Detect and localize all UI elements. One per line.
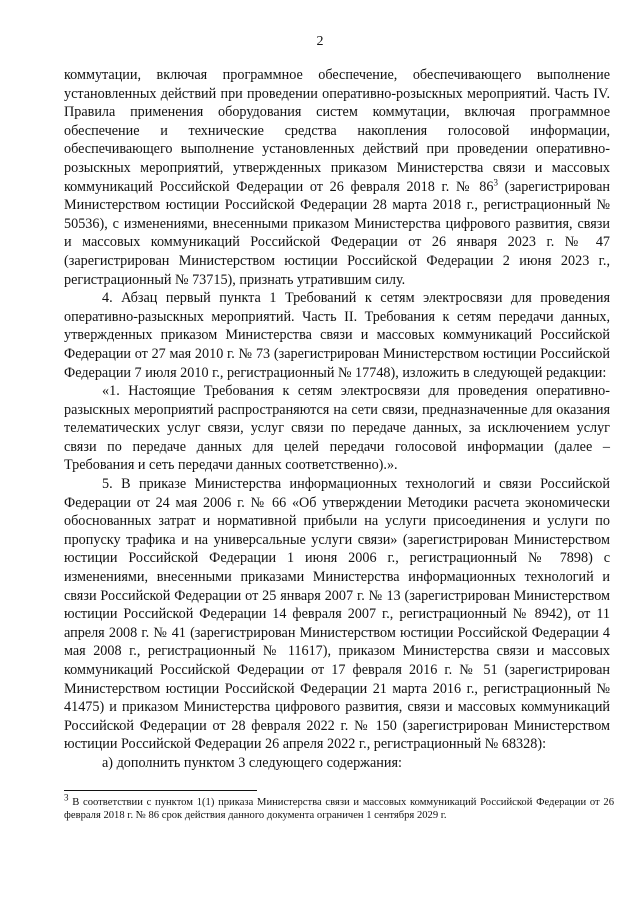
paragraph-text: коммутации, включая программное обеспечение, обеспечивающего выполнение установленных действий при проведении оперативно-розыскных мероприятий. Часть IV. Правила применения оборудования систем коммутации, включая программное обеспечение и технические средства накопления голосовой информации, обеспечивающего выполнение установленных действий при проведении оперативно-розыскных мероприятий, утвержденных приказом Министерства связи и массовых коммуникаций Российской Федерации от 26 февраля 2018 г. № 86 (64, 67, 610, 195)
paragraph-text: (зарегистрирован Министерством юстиции Российской Федерации 28 марта 2018 г., регистрационный № 50536), с изменениями, внесенными приказом Министерства цифрового развития, связи и массовых коммуникаций Российской Федерации от 26 января 2023 г. № 47 (зарегистрирован Министерством юстиции Российской Федерации 2 июня 2023 г., регистрационный № 73715), признать утратившим силу. (64, 178, 611, 288)
footnote-text: В соответствии с пунктом 1(1) приказа Министерства связи и массовых коммуникаций Российской Федерации от 26 февраля 2018 г. № 86 срок действия данного документа ограничен 1 сентября 2029 г. (64, 797, 614, 821)
paragraph-continuation (64, 66, 610, 289)
paragraph-item-5: 5. В приказе Министерства информационных технологий и связи Российской Федерации от 24 мая 2006 г. № 66 «Об утверждении Методики расчета экономически обоснованных затрат и нормативной прибыли на услуги присоединения и услуги по пропуску трафика и на универсальные услуги связи» (зарегистрирован Министерством юстиции Российской Федерации 1 июня 2006 г., регистрационный № 7898) с изменениями, внесенными приказами Министерства информационных технологий и связи Российской Федерации от 25 января 2007 г. № 13 (зарегистрирован Министерством юстиции Российской Федерации 14 февраля 2007 г., регистрационный № 8942), от 11 апреля 2008 г. № 41 (зарегистрирован Министерством юстиции Российской Федерации 4 мая 2008 г., регистрационный № 11617), приказом Министерства связи и массовых коммуникаций Российской Федерации от 17 февраля 2016 г. № 51 (зарегистрирован Министерством юстиции Российской Федерации 21 марта 2016 г., регистрационный № 41475) и приказом Министерства цифрового развития, связи и массовых коммуникаций Российской Федерации от 28 февраля 2022 г. № 150 (зарегистрирован Министерством юстиции Российской Федерации 26 апреля 2022 г., регистрационный № 68328): (64, 476, 610, 753)
paragraph-subitem-a: а) дополнить пунктом 3 следующего содержания: (102, 754, 402, 771)
paragraph-item-4: 4. Абзац первый пункта 1 Требований к сетям электросвязи для проведения оперативно-разыскных мероприятий. Часть II. Требования к сетям передачи данных, утвержденных приказом Министерства связи и массовых коммуникаций Российской Федерации от 27 мая 2010 г. № 73 (зарегистрирован Министерством юстиции Российской Федерации 7 июля 2010 г., регистрационный № 17748), изложить в следующей редакции: (64, 290, 610, 381)
paragraph-quote: «1. Настоящие Требования к сетям электросвязи для проведения оперативно-разыскных мероприятий распространяются на сети связи, предназначенные для оказания телематических услуг связи, услуг связи по передаче данных, за исключением услуг связи по передаче данных для целей передачи голосовой информации (далее – Требования и сеть передачи данных соответственно).». (64, 383, 610, 474)
footnote (64, 792, 614, 822)
footnote-divider (64, 790, 257, 791)
footnote-marker: 3 (64, 792, 69, 803)
document-body (64, 66, 610, 773)
page-number: 2 (316, 34, 324, 49)
footnote-reference: 3 (493, 176, 498, 187)
